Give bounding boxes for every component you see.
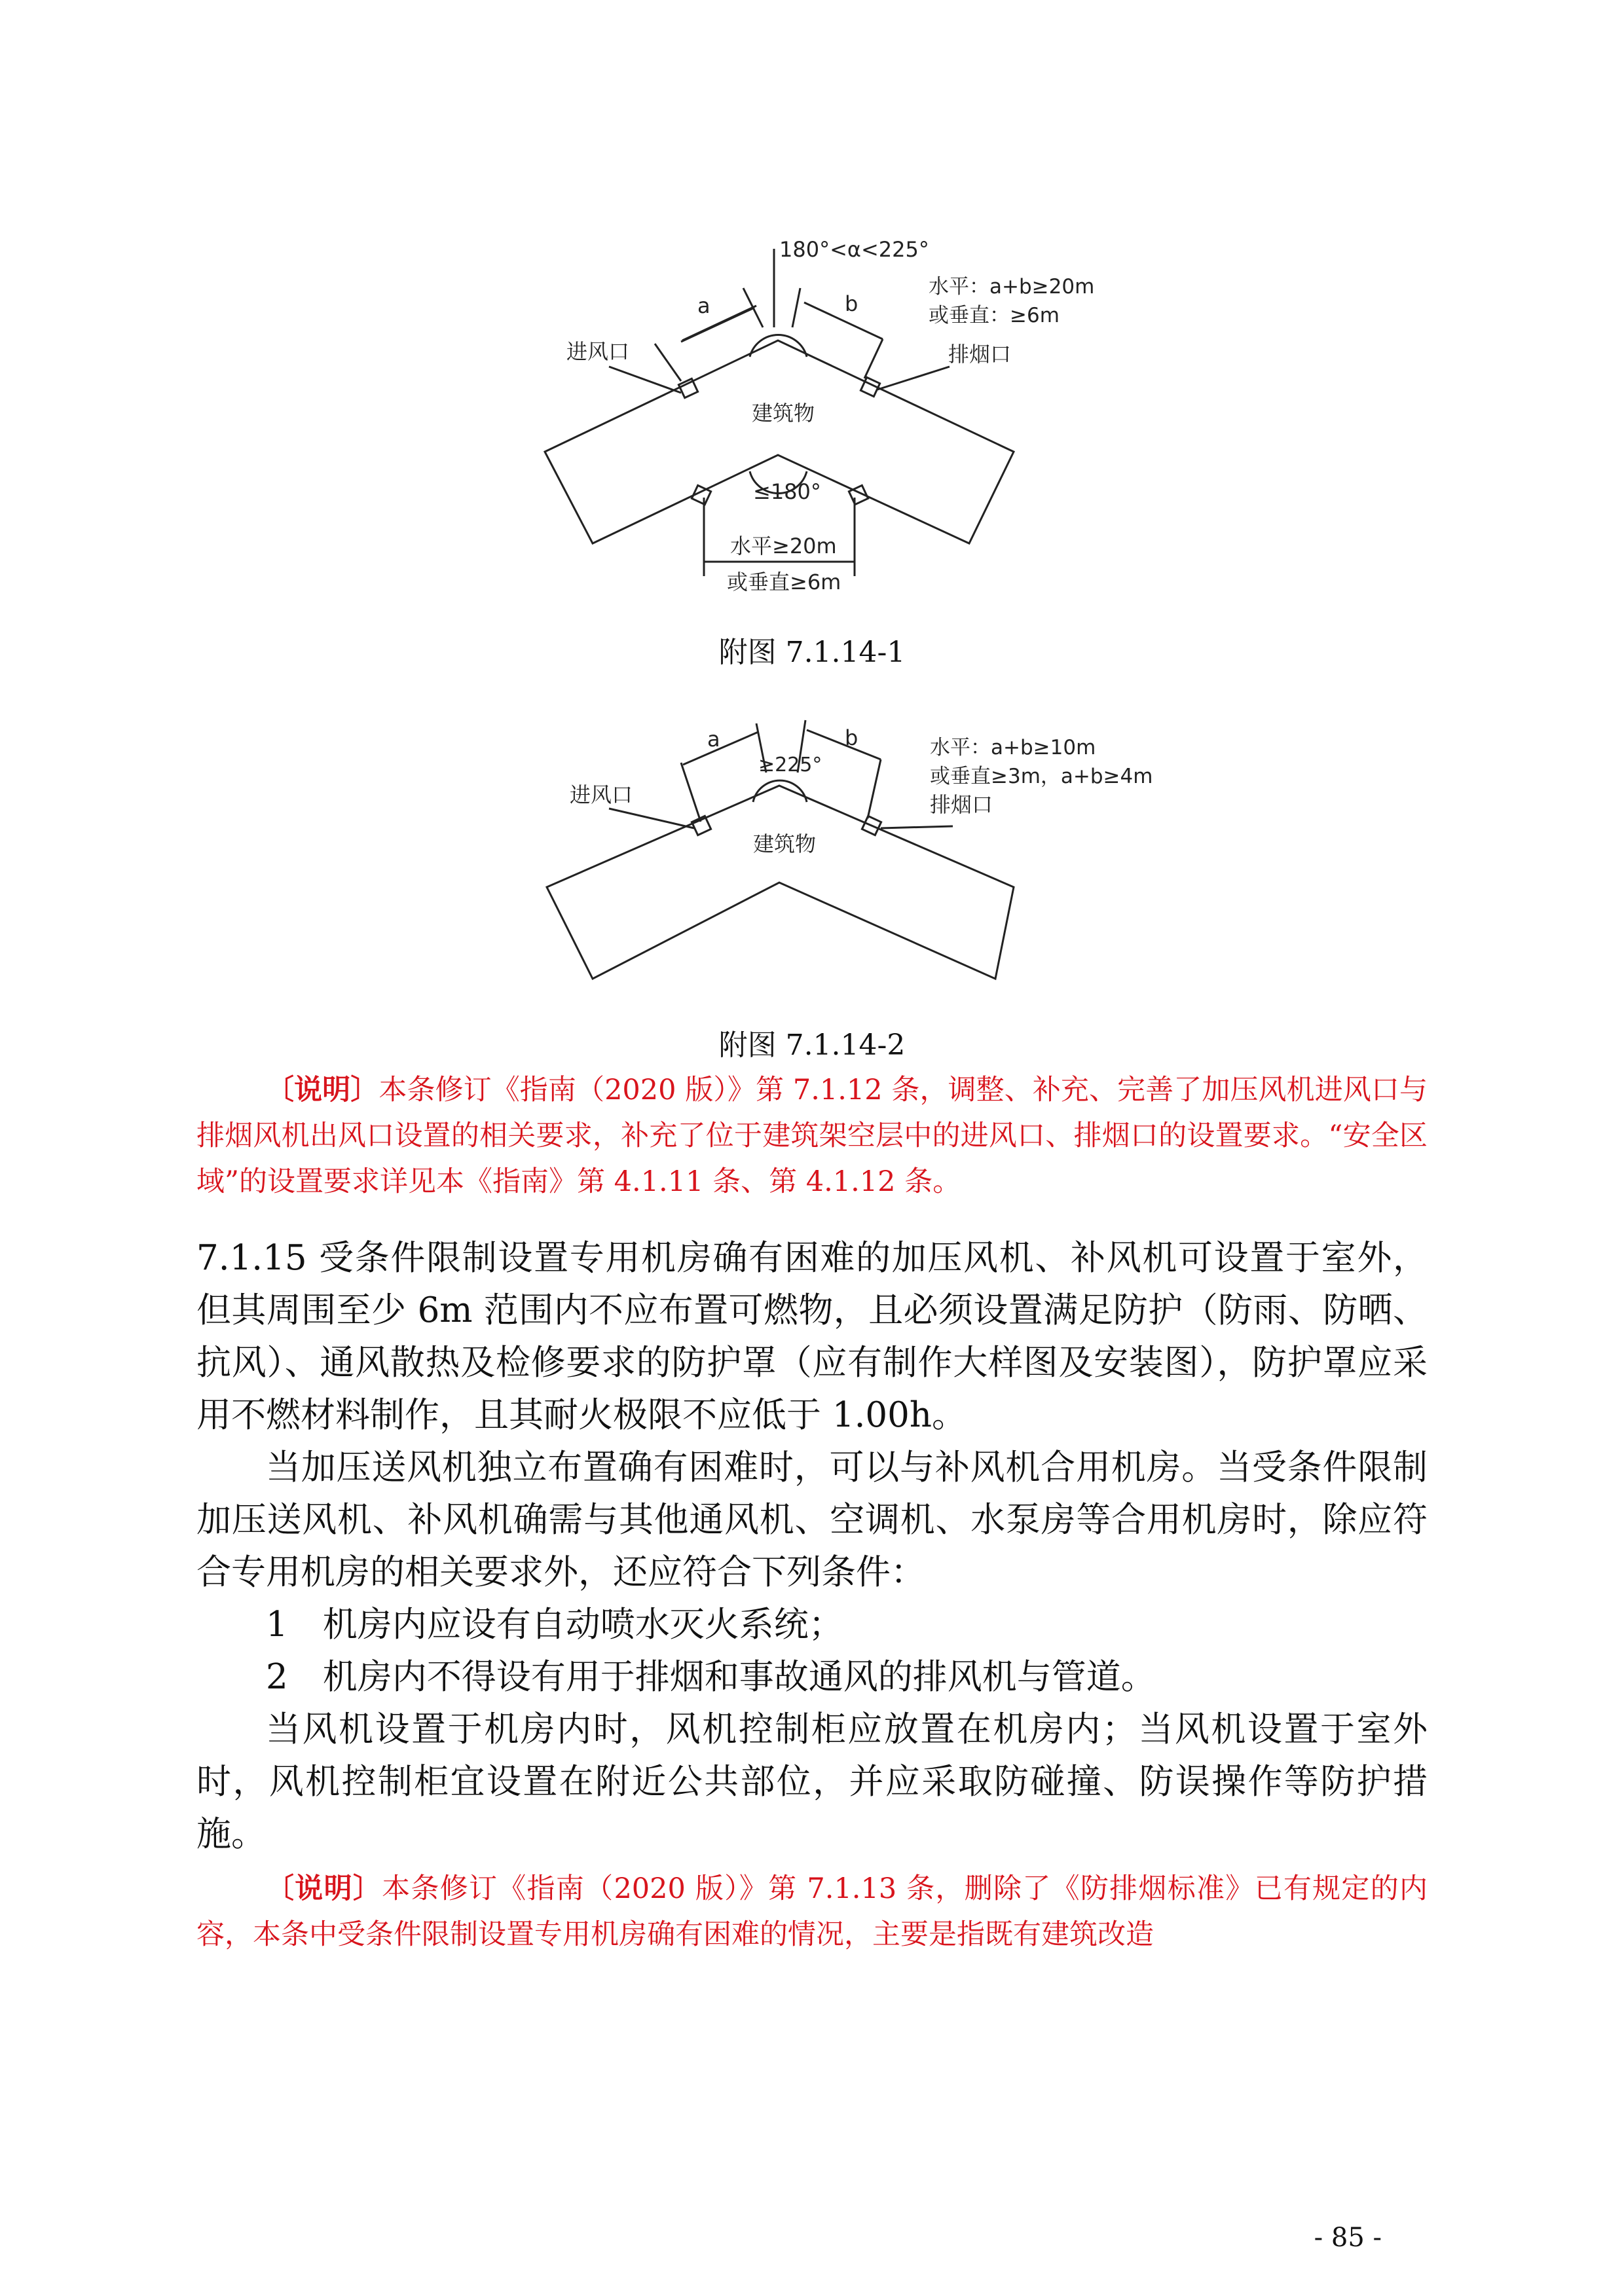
note-1 (196, 1067, 1428, 1205)
fig2-building-label: 建筑物 (753, 831, 817, 856)
fig2-angle-label: ≥225° (758, 754, 822, 776)
fig1-right-line1: 水平：a+b≥20m (929, 275, 1095, 299)
note-1-text: 本条修订《指南（2020 版）》第 7.1.12 条，调整、补充、完善了加压风机进风口与排烟风机出风口设置的相关要求，补充了位于建筑架空层中的进风口、排烟口的设置要求。“安全区域”的设置要求详见本《指南》第 4.1.11 条、第 4.1.12 条。 (196, 1074, 1428, 1198)
fig2-a-label: a (707, 727, 720, 752)
note-2-text: 本条修订《指南（2020 版）》第 7.1.13 条，删除了《防排烟标准》已有规定的内容，本条中受条件限制设置专用机房确有困难的情况，主要是指既有建筑改造 (196, 1872, 1428, 1951)
fig2-b-label: b (845, 725, 858, 750)
list-item-2: 2 机房内不得设有用于排烟和事故通风的排风机与管道。 (266, 1657, 1156, 1697)
paragraph-combined-room: 当加压送风机独立布置确有困难时，可以与补风机合用机房。当受条件限制加压送风机、补风机确需与其他通风机、空调机、水泵房等合用机房时，除应符合专用机房的相关要求外，还应符合下列条件： (196, 1448, 1428, 1592)
fig2-inlet-label: 进风口 (570, 782, 633, 807)
figure2-caption: 附图 7.1.14-2 (718, 1029, 906, 1062)
fig2-right-line1: 水平：a+b≥10m (930, 736, 1096, 759)
note-2-lead: 〔说明〕 (266, 1872, 382, 1905)
note-1-lead: 〔说明〕 (266, 1074, 379, 1106)
fig2-right-line2: 或垂直≥3m，a+b≥4m (930, 765, 1153, 788)
fig1-right-line2: 或垂直：≥6m (929, 304, 1060, 327)
fig1-building-label: 建筑物 (752, 401, 815, 426)
list-item-1: 1 机房内应设有自动喷水灭火系统； (266, 1605, 843, 1645)
paragraph-control-cabinet: 当风机设置于机房内时，风机控制柜应放置在机房内；当风机设置于室外时，风机控制柜宜设置在附近公共部位，并应采取防碰撞、防误操作等防护措施。 (196, 1709, 1428, 1854)
note-2 (196, 1866, 1428, 1958)
fig1-exhaust-label: 排烟口 (948, 342, 1012, 367)
section-7-1-15: 7.1.15 受条件限制设置专用机房确有困难的加压风机、补风机可设置于室外，但其周围至少 6m 范围内不应布置可燃物，且必须设置满足防护（防雨、防晒、抗风）、通风散热及检修要求的防护罩（应有制作大样图及安装图），防护罩应采用不燃材料制作，且其耐火极限不应低于 1.00h。 (196, 1238, 1428, 1435)
fig1-horiz-label: 水平≥20m (730, 534, 837, 558)
fig1-inner-angle: ≤180° (753, 479, 821, 504)
page-number: - 85 - (1314, 2223, 1382, 2253)
fig1-b-label: b (845, 291, 858, 316)
fig1-a-label: a (697, 293, 710, 318)
fig1-inlet-label: 进风口 (566, 339, 630, 364)
fig2-exhaust-label: 排烟口 (930, 792, 993, 817)
fig1-vert-label: 或垂直≥6m (727, 570, 841, 594)
figure-7-1-14-1 (0, 216, 1624, 635)
figure1-caption: 附图 7.1.14-1 (718, 636, 906, 669)
fig1-angle-label: 180°<α<225° (779, 237, 929, 262)
figure-7-1-14-2 (0, 707, 1624, 1008)
